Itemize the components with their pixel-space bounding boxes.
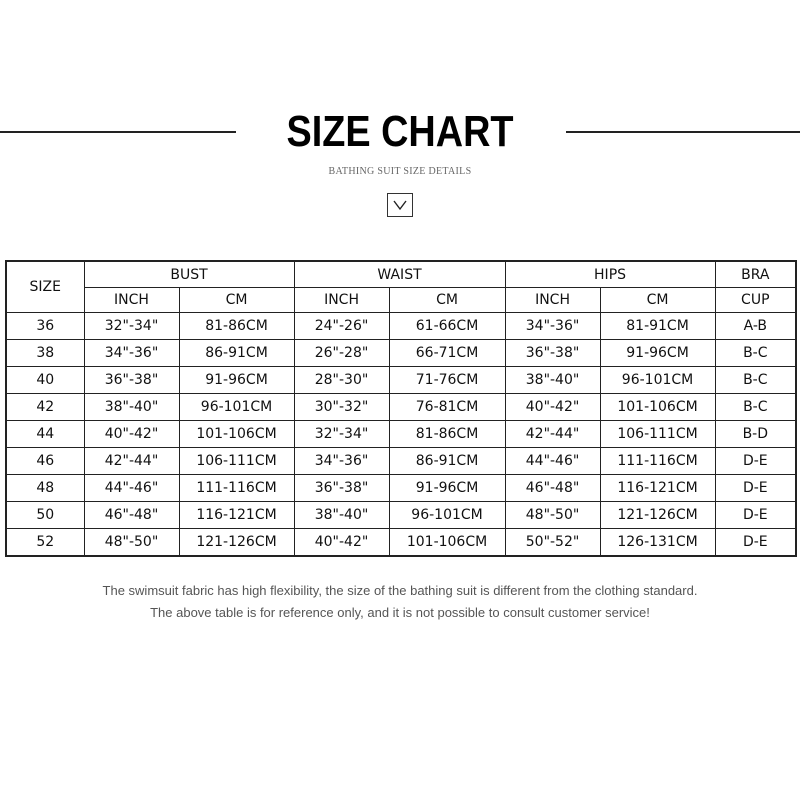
bust-cm-cell: 96-101CM	[179, 394, 294, 421]
bra-cup-cell: B-D	[715, 421, 796, 448]
waist-inch-header: INCH	[294, 288, 389, 313]
bust-inch-cell: 38"-40"	[84, 394, 179, 421]
waist-cm-cell: 81-86CM	[389, 421, 505, 448]
bust-cm-cell: 116-121CM	[179, 502, 294, 529]
waist-cm-cell: 61-66CM	[389, 313, 505, 340]
waist-inch-cell: 40"-42"	[294, 529, 389, 557]
bust-cm-cell: 81-86CM	[179, 313, 294, 340]
waist-cm-cell: 91-96CM	[389, 475, 505, 502]
size-table-body	[6, 313, 796, 557]
bust-cm-header: CM	[179, 288, 294, 313]
size-cell: 48	[6, 475, 84, 502]
hips-inch-header: INCH	[505, 288, 600, 313]
page-title: SIZE CHART	[286, 107, 514, 156]
waist-cm-cell: 101-106CM	[389, 529, 505, 557]
hips-inch-cell: 38"-40"	[505, 367, 600, 394]
bust-inch-header: INCH	[84, 288, 179, 313]
bust-cm-cell: 91-96CM	[179, 367, 294, 394]
table-row	[6, 475, 796, 502]
waist-cm-header: CM	[389, 288, 505, 313]
bust-inch-cell: 36"-38"	[84, 367, 179, 394]
hips-cm-cell: 81-91CM	[600, 313, 715, 340]
size-table	[5, 260, 797, 557]
size-cell: 44	[6, 421, 84, 448]
bra-header: BRA	[715, 261, 796, 288]
hips-inch-cell: 44"-46"	[505, 448, 600, 475]
hips-inch-cell: 34"-36"	[505, 313, 600, 340]
hips-cm-cell: 91-96CM	[600, 340, 715, 367]
hips-inch-cell: 42"-44"	[505, 421, 600, 448]
size-cell: 42	[6, 394, 84, 421]
table-row	[6, 502, 796, 529]
waist-header: WAIST	[294, 261, 505, 288]
bra-cup-cell: B-C	[715, 394, 796, 421]
hips-inch-cell: 46"-48"	[505, 475, 600, 502]
hips-cm-cell: 121-126CM	[600, 502, 715, 529]
hips-cm-cell: 101-106CM	[600, 394, 715, 421]
hips-inch-cell: 36"-38"	[505, 340, 600, 367]
size-header: SIZE	[6, 261, 84, 313]
bust-inch-cell: 44"-46"	[84, 475, 179, 502]
hips-inch-cell: 48"-50"	[505, 502, 600, 529]
hips-cm-cell: 126-131CM	[600, 529, 715, 557]
bust-cm-cell: 121-126CM	[179, 529, 294, 557]
hips-inch-cell: 50"-52"	[505, 529, 600, 557]
bust-inch-cell: 46"-48"	[84, 502, 179, 529]
waist-cm-cell: 86-91CM	[389, 448, 505, 475]
table-subheader-row	[6, 288, 796, 313]
waist-inch-cell: 36"-38"	[294, 475, 389, 502]
bust-cm-cell: 111-116CM	[179, 475, 294, 502]
chevron-down-icon	[387, 193, 413, 217]
hips-cm-cell: 96-101CM	[600, 367, 715, 394]
bra-cup-cell: D-E	[715, 448, 796, 475]
table-row	[6, 313, 796, 340]
waist-inch-cell: 32"-34"	[294, 421, 389, 448]
bra-cup-cell: D-E	[715, 502, 796, 529]
waist-cm-cell: 71-76CM	[389, 367, 505, 394]
bust-cm-cell: 101-106CM	[179, 421, 294, 448]
hips-header: HIPS	[505, 261, 715, 288]
bra-cup-cell: B-C	[715, 340, 796, 367]
bust-inch-cell: 42"-44"	[84, 448, 179, 475]
bra-cup-cell: A-B	[715, 313, 796, 340]
waist-cm-cell: 66-71CM	[389, 340, 505, 367]
size-cell: 36	[6, 313, 84, 340]
size-cell: 38	[6, 340, 84, 367]
size-cell: 52	[6, 529, 84, 557]
table-row	[6, 421, 796, 448]
hips-cm-cell: 106-111CM	[600, 421, 715, 448]
table-row	[6, 340, 796, 367]
page-subtitle: BATHING SUIT SIZE DETAILS	[328, 166, 472, 177]
table-row	[6, 448, 796, 475]
bust-cm-cell: 106-111CM	[179, 448, 294, 475]
size-cell: 40	[6, 367, 84, 394]
bra-cup-header: CUP	[715, 288, 796, 313]
hips-inch-cell: 40"-42"	[505, 394, 600, 421]
table-row	[6, 394, 796, 421]
waist-inch-cell: 38"-40"	[294, 502, 389, 529]
hips-cm-cell: 111-116CM	[600, 448, 715, 475]
bust-inch-cell: 32"-34"	[84, 313, 179, 340]
bust-inch-cell: 40"-42"	[84, 421, 179, 448]
waist-cm-cell: 96-101CM	[389, 502, 505, 529]
bust-cm-cell: 86-91CM	[179, 340, 294, 367]
waist-inch-cell: 34"-36"	[294, 448, 389, 475]
bust-header: BUST	[84, 261, 294, 288]
table-row	[6, 367, 796, 394]
waist-cm-cell: 76-81CM	[389, 394, 505, 421]
hips-cm-header: CM	[600, 288, 715, 313]
bust-inch-cell: 34"-36"	[84, 340, 179, 367]
size-cell: 50	[6, 502, 84, 529]
bra-cup-cell: D-E	[715, 475, 796, 502]
table-header-row	[6, 261, 796, 288]
size-cell: 46	[6, 448, 84, 475]
waist-inch-cell: 28"-30"	[294, 367, 389, 394]
table-row	[6, 529, 796, 557]
hips-cm-cell: 116-121CM	[600, 475, 715, 502]
waist-inch-cell: 26"-28"	[294, 340, 389, 367]
note-line-1: The swimsuit fabric has high flexibility, the size of the bathing suit is different from the clothing standard.	[102, 583, 698, 598]
note-line-2: The above table is for reference only, and it is not possible to consult customer service!	[150, 605, 650, 620]
bra-cup-cell: B-C	[715, 367, 796, 394]
waist-inch-cell: 30"-32"	[294, 394, 389, 421]
waist-inch-cell: 24"-26"	[294, 313, 389, 340]
bust-inch-cell: 48"-50"	[84, 529, 179, 557]
bra-cup-cell: D-E	[715, 529, 796, 557]
